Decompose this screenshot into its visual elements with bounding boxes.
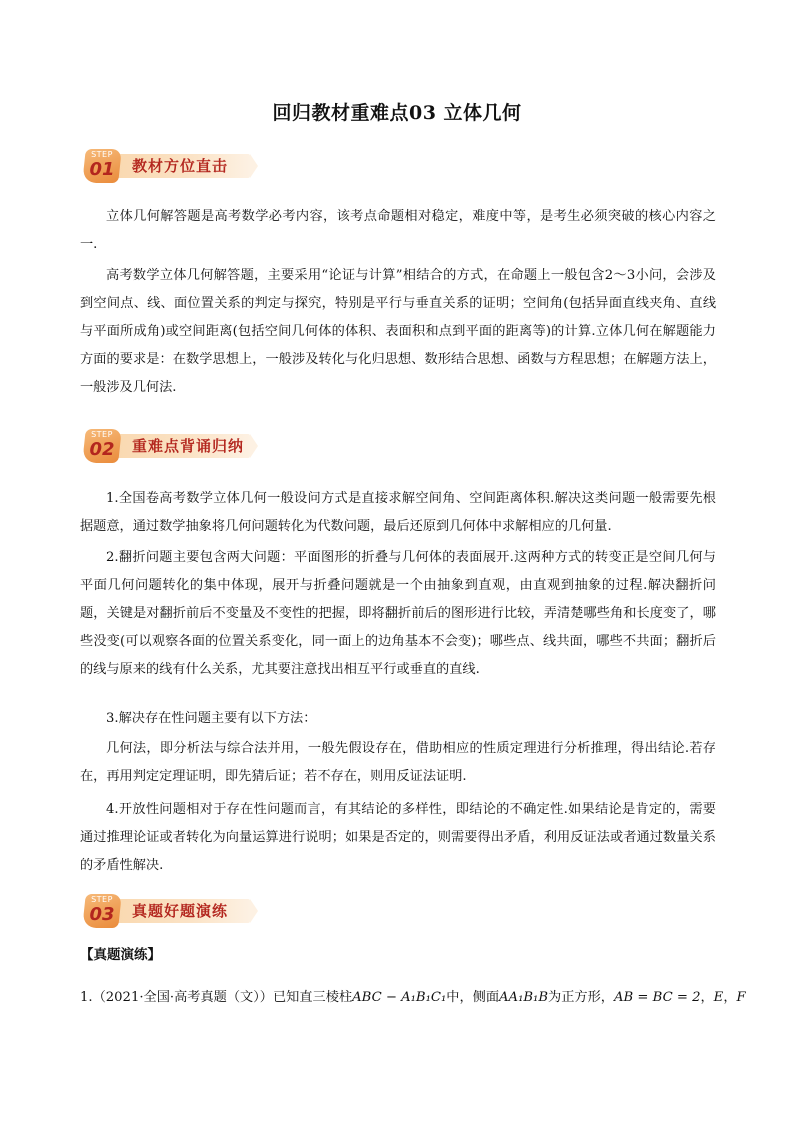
math-face: AA₁B₁B <box>499 990 549 1005</box>
step-badge-text: STEP <box>91 150 113 159</box>
question-text: ， <box>723 990 737 1005</box>
paragraph: 几何法，即分析法与综合法并用，一般先假设存在，借助相应的性质定理进行分析推理，得出结论.若存在，再用判定定理证明，即先猜后证；若不存在，则用反证法证明. <box>80 741 716 784</box>
step-number: 03 <box>89 904 115 925</box>
question-text: 中，侧面 <box>446 990 500 1005</box>
step-label: 重难点背诵归纳 <box>132 437 245 455</box>
paragraph: 高考数学立体几何解答题，主要采用“论证与计算”相结合的方式，在命题上一般包含2～3小问，会涉及到空间点、线、面位置关系的判定与探究，特别是平行与垂直关系的证明；空间角(包括异面直线夹角、直线与平面所成角)或空间距离(包括空间几何体的体积、表面积和点到平面的距离等)的计算.立体几何在解题能力方面的要求是：在数学思想上，一般涉及转化与化归思想、数形结合思想、函数与方程思想；在解题方法上，一般涉及几何法. <box>80 268 716 395</box>
step-number: 01 <box>89 159 115 180</box>
math-prism: ABC − A₁B₁C₁ <box>352 990 447 1005</box>
step-label: 教材方位直击 <box>132 157 229 175</box>
question-text: 1.（2021·全国·高考真题（文））已知直三棱柱 <box>80 990 353 1005</box>
page-title: 回归教材重难点03 立体几何 <box>272 102 522 124</box>
step-03-header <box>82 892 254 934</box>
step-01-header <box>82 147 254 189</box>
section-heading: 【真题演练】 <box>80 947 161 963</box>
paragraph: 4.开放性问题相对于存在性问题而言，有其结论的多样性，即结论的不确定性.如果结论是肯定的，需要通过推理论证或者转化为向量运算进行说明；如果是否定的，则需要得出矛盾，利用反证法或者通过数量关系的矛盾性解决. <box>80 802 716 873</box>
step-badge-text: STEP <box>91 895 113 904</box>
paragraph: 立体几何解答题是高考数学必考内容，该考点命题相对稳定，难度中等，是考生必须突破的核心内容之一. <box>80 209 716 252</box>
paragraph: 1.全国卷高考数学立体几何一般设问方式是直接求解空间角、空间距离体积.解决这类问题一般需要先根据题意，通过数学抽象将几何问题转化为代数问题，最后还原到几何体中求解相应的几何量. <box>80 491 716 534</box>
step-label: 真题好题演练 <box>132 902 229 920</box>
step-02-header <box>82 427 254 469</box>
math-point-e: E <box>713 990 724 1005</box>
step-badge <box>82 147 122 187</box>
step-badge-text: STEP <box>91 430 113 439</box>
step-badge <box>82 427 122 467</box>
question-1 <box>80 984 746 1012</box>
math-equation: AB = BC = 2 <box>613 990 701 1005</box>
question-text: ， <box>700 990 714 1005</box>
math-point-f: F <box>736 990 746 1005</box>
step-badge <box>82 892 122 932</box>
paragraph: 2.翻折问题主要包含两大问题：平面图形的折叠与几何体的表面展开.这两种方式的转变正是空间几何与平面几何问题转化的集中体现，展开与折叠问题就是一个由抽象到直观，由直观到抽象的过程.解决翻折问题，关键是对翻折前后不变量及不变性的把握，即将翻折前后的图形进行比较，弄清楚哪些角和长度变了，哪些没变(可以观察各面的位置关系变化，同一面上的边角基本不会变)；哪些点、线共面，哪些不共面；翻折后的线与原来的线有什么关系，尤其要注意找出相互平行或垂直的直线. <box>80 550 716 677</box>
paragraph: 3.解决存在性问题主要有以下方法： <box>106 711 317 726</box>
step-number: 02 <box>89 439 115 460</box>
question-text: 为正方形， <box>548 990 614 1005</box>
